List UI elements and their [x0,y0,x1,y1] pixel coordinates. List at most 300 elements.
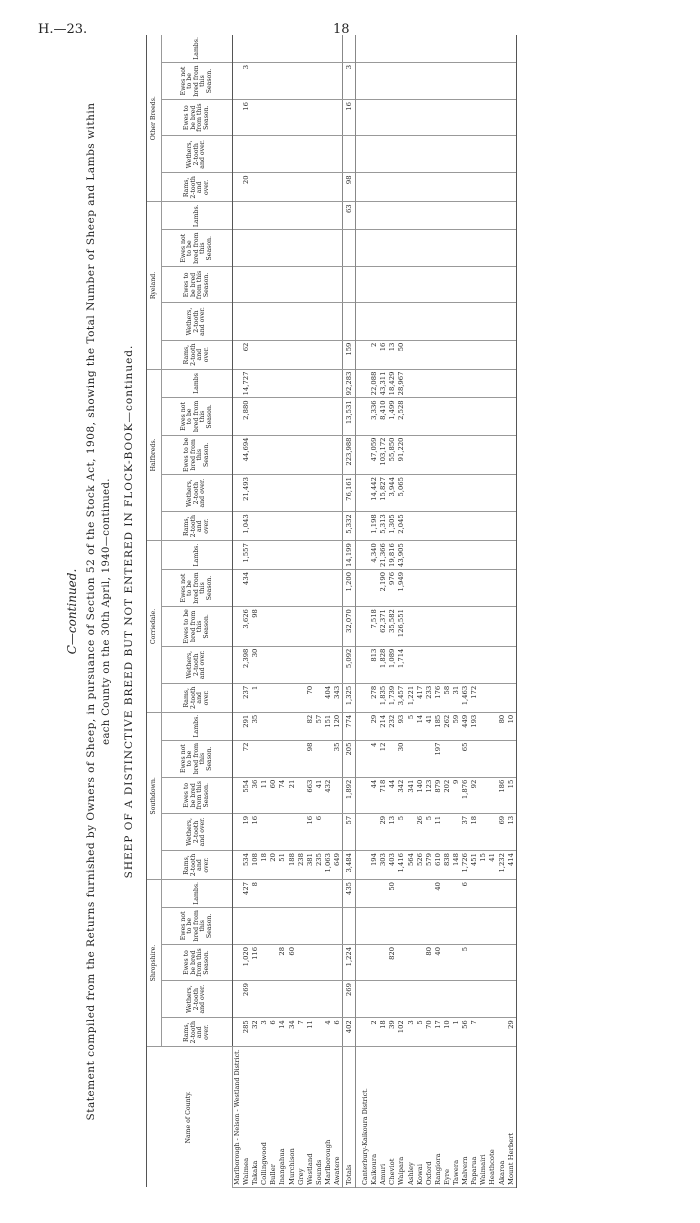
table-cell [443,340,452,369]
table-cell [452,35,461,62]
table-cell [278,435,287,475]
table-cell: 8,410 [379,398,388,435]
empty-cell [361,173,370,202]
group-header: Other Breeds. [147,35,162,202]
table-cell [498,303,507,340]
table-cell [488,1018,497,1047]
county-name: Tawera [452,1047,461,1188]
total-cell: 402 [343,1018,356,1047]
table-cell [407,475,416,512]
table-cell [260,944,269,980]
table-cell [425,369,434,398]
table-cell [507,646,517,683]
table-cell [297,740,306,777]
table-cell: 214 [379,712,388,740]
table-cell [297,607,306,647]
table-cell [306,62,315,99]
table-cell [306,303,315,340]
table-cell: 4,340 [370,541,379,570]
table-cell [479,777,488,813]
empty-cell [233,944,243,980]
table-cell [297,303,306,340]
table-cell: 29 [370,712,379,740]
table-cell [452,512,461,541]
table-cell [324,267,333,303]
table-cell: 72 [242,740,251,777]
county-name: Cheviot [388,1047,397,1188]
table-cell [425,740,434,777]
table-cell [306,981,315,1018]
table-cell [370,202,379,230]
table-cell [251,202,260,230]
table-cell [333,435,343,475]
table-cell [488,944,497,980]
column-header: Wethers, 2-tooth and over. [162,303,233,340]
table-cell [333,136,343,173]
table-cell: 341 [407,777,416,813]
table-cell [306,879,315,907]
table-cell: 93 [398,712,407,740]
total-cell: 3 [343,62,356,99]
table-cell: 1,463 [461,683,470,712]
table-cell: 16 [251,813,260,850]
table-cell [452,646,461,683]
table-cell [388,100,397,136]
table-cell [278,202,287,230]
table-cell [425,879,434,907]
table-cell [461,607,470,647]
table-cell [498,136,507,173]
table-cell: 44 [388,777,397,813]
table-cell [315,646,324,683]
table-cell [479,230,488,267]
table-cell [479,340,488,369]
table-cell [479,607,488,647]
table-cell [416,62,425,99]
county-name: Sounds [315,1047,324,1188]
table-cell: 29 [507,1018,517,1047]
table-cell [407,813,416,850]
table-cell [425,100,434,136]
table-cell: 120 [333,712,343,740]
table-cell [269,879,278,907]
table-cell: 303 [379,851,388,880]
table-cell [479,683,488,712]
table-cell [488,35,497,62]
table-cell: 140 [416,777,425,813]
table-cell [452,136,461,173]
table-cell [461,369,470,398]
table-cell [333,62,343,99]
table-cell: 269 [242,981,251,1018]
table-cell [388,62,397,99]
table-cell [479,369,488,398]
table-cell [488,683,497,712]
table-cell [507,230,517,267]
table-cell: 6 [315,813,324,850]
table-cell [306,475,315,512]
empty-cell [361,512,370,541]
table-cell [470,512,479,541]
table-cell [242,907,251,944]
table-cell [260,569,269,606]
table-cell: 6 [333,1018,343,1047]
table-cell: 185 [434,712,443,740]
table-cell [260,267,269,303]
table-cell [306,541,315,570]
table-cell: 13 [388,340,397,369]
table-cell [452,62,461,99]
table-cell [269,369,278,398]
table-cell [479,173,488,202]
table-cell [461,303,470,340]
table-cell [242,230,251,267]
table-cell [434,173,443,202]
table-cell [251,267,260,303]
table-cell [461,267,470,303]
table-cell: 2,045 [398,512,407,541]
table-cell [260,435,269,475]
table-cell [306,512,315,541]
table-cell [470,303,479,340]
table-cell: 451 [470,851,479,880]
table-cell [443,907,452,944]
table-cell [507,340,517,369]
table-cell [470,35,479,62]
table-cell [297,173,306,202]
table-cell [507,398,517,435]
table-cell: 44,694 [242,435,251,475]
table-cell [488,435,497,475]
table-cell [498,100,507,136]
table-row [452,35,461,1188]
table-cell [407,340,416,369]
empty-cell [361,541,370,570]
table-cell: 1,063 [324,851,333,880]
table-cell [370,100,379,136]
table-cell [324,398,333,435]
table-cell [479,740,488,777]
table-cell [278,646,287,683]
table-cell [407,646,416,683]
table-cell: 2,398 [242,646,251,683]
table-cell [488,230,497,267]
table-cell: 1 [251,683,260,712]
table-cell [242,267,251,303]
table-cell [288,230,297,267]
table-cell [479,267,488,303]
table-cell: 57 [315,712,324,740]
table-cell: 9 [452,777,461,813]
table-cell [324,981,333,1018]
table-cell: 238 [297,851,306,880]
table-cell [251,907,260,944]
table-cell: 123 [425,777,434,813]
table-cell: 80 [425,944,434,980]
table-cell: 126,551 [398,607,407,647]
column-header: Ewes to be bred from this Season. [162,777,233,813]
empty-cell [361,569,370,606]
table-cell [324,340,333,369]
table-cell [324,62,333,99]
column-header: Rams, 2-tooth and over. [162,340,233,369]
table-cell [398,267,407,303]
table-cell [269,607,278,647]
table-row [507,35,517,1188]
table-cell: 31 [452,683,461,712]
county-name: Heathcote [488,1047,497,1188]
table-cell [452,435,461,475]
group-header: Corriedale. [147,541,162,713]
table-cell [324,136,333,173]
table-cell [488,646,497,683]
table-cell [443,230,452,267]
empty-cell [361,777,370,813]
table-cell: 176 [434,683,443,712]
table-cell: 1,876 [461,777,470,813]
table-cell [388,230,397,267]
empty-cell [233,230,243,267]
section-title-row [233,35,243,1188]
table-cell [260,230,269,267]
empty-cell [233,1018,243,1047]
table-cell: 14,727 [242,369,251,398]
table-cell [479,907,488,944]
table-cell [498,230,507,267]
table-cell [488,340,497,369]
table-cell [407,35,416,62]
table-cell [288,398,297,435]
table-cell [333,813,343,850]
table-cell [425,607,434,647]
table-cell [443,981,452,1018]
table-cell: 11 [306,1018,315,1047]
table-cell [407,369,416,398]
table-cell [425,202,434,230]
table-cell: 21 [288,777,297,813]
table-cell: 62 [242,340,251,369]
table-cell [425,475,434,512]
table-cell [416,569,425,606]
table-cell: 237 [242,683,251,712]
table-cell: 820 [388,944,397,980]
table-cell: 28 [278,944,287,980]
table-cell: 1,726 [461,851,470,880]
empty-cell [233,740,243,777]
table-cell [315,1018,324,1047]
table-cell: 4 [370,740,379,777]
table-cell [479,62,488,99]
table-cell [425,907,434,944]
district-title: Marlborough - Nelson - Westland District. [233,1047,243,1188]
table-cell [370,136,379,173]
empty-cell [361,398,370,435]
total-cell: 92,283 [343,369,356,398]
table-cell [498,435,507,475]
table-row [443,35,452,1188]
table-cell [488,202,497,230]
table-cell [324,944,333,980]
table-cell [443,475,452,512]
table-cell: 148 [452,851,461,880]
table-cell [333,646,343,683]
table-cell [278,62,287,99]
table-cell [452,173,461,202]
table-cell: 526 [416,851,425,880]
table-cell: 44 [370,777,379,813]
table-row [479,35,488,1188]
total-cell: 774 [343,712,356,740]
table-cell [242,202,251,230]
table-cell [479,475,488,512]
table-cell [498,607,507,647]
table-cell: 381 [306,851,315,880]
table-cell: 262 [443,712,452,740]
table-cell: 15,827 [379,475,388,512]
table-cell [269,202,278,230]
table-cell: 102 [398,1018,407,1047]
table-cell [452,607,461,647]
table-cell [333,202,343,230]
table-cell [425,303,434,340]
table-row [388,35,397,1188]
table-cell [315,202,324,230]
table-cell [498,944,507,980]
table-cell: 43,905 [398,541,407,570]
table-cell [315,683,324,712]
table-cell: 22,088 [370,369,379,398]
table-cell [416,230,425,267]
table-cell [278,712,287,740]
table-cell: 30 [398,740,407,777]
table-cell [443,435,452,475]
total-cell: 63 [343,202,356,230]
empty-cell [361,35,370,62]
table-row [416,35,425,1188]
empty-cell [361,813,370,850]
table-cell [288,173,297,202]
group-header: Shropshire. [147,879,162,1046]
empty-cell [361,100,370,136]
table-cell [333,777,343,813]
table-cell [416,35,425,62]
table-cell [416,100,425,136]
table-cell [407,202,416,230]
table-cell: 47,059 [370,435,379,475]
table-cell [452,340,461,369]
table-cell [407,569,416,606]
empty-cell [233,202,243,230]
table-cell [425,569,434,606]
table-cell [278,303,287,340]
table-cell [269,712,278,740]
table-cell: 879 [434,777,443,813]
table-row [288,35,297,1188]
table-cell [315,303,324,340]
table-cell [434,646,443,683]
table-cell [461,340,470,369]
table-cell [251,303,260,340]
table-cell [370,62,379,99]
table-cell [315,267,324,303]
table-cell [398,981,407,1018]
total-cell: 435 [343,879,356,907]
table-cell [251,435,260,475]
table-cell [315,541,324,570]
county-name: Collingwood [260,1047,269,1188]
table-cell [443,202,452,230]
table-cell [297,35,306,62]
table-cell [278,683,287,712]
table-cell [315,435,324,475]
table-cell [288,879,297,907]
table-cell [297,777,306,813]
column-header: Ewes not to be bred from this Season. [162,740,233,777]
table-row [260,35,269,1188]
table-cell [297,569,306,606]
table-cell [333,369,343,398]
table-cell [315,398,324,435]
table-cell [315,369,324,398]
table-cell [488,398,497,435]
table-cell [425,435,434,475]
table-cell: 34 [288,1018,297,1047]
table-cell [297,512,306,541]
table-cell: 17 [434,1018,443,1047]
table-cell [288,340,297,369]
table-row [488,35,497,1188]
table-cell [388,136,397,173]
table-cell [260,607,269,647]
table-cell [288,569,297,606]
empty-cell [233,100,243,136]
table-cell [452,100,461,136]
total-cell [343,907,356,944]
table-cell [324,607,333,647]
table-cell: 976 [388,569,397,606]
table-cell [461,62,470,99]
table-cell [443,173,452,202]
table-cell [333,879,343,907]
table-cell: 1,198 [370,512,379,541]
table-cell [388,267,397,303]
table-cell [324,813,333,850]
table-cell [488,740,497,777]
table-row [398,35,407,1188]
table-cell [297,813,306,850]
table-cell [315,230,324,267]
table-cell [324,369,333,398]
statement-title-line2: each County on the 30th April, 1940—continued. [101,478,112,745]
table-cell [297,202,306,230]
county-name: Ashley [407,1047,416,1188]
table-cell [407,541,416,570]
table-cell [507,136,517,173]
table-cell: 35,582 [388,607,397,647]
table-cell [260,646,269,683]
table-cell: 5 [416,1018,425,1047]
table-cell [407,512,416,541]
table-cell [470,646,479,683]
table-cell [306,35,315,62]
total-cell: 1,325 [343,683,356,712]
table-cell [333,541,343,570]
table-cell [461,100,470,136]
table-cell [306,202,315,230]
county-name: Buller [269,1047,278,1188]
table-cell: 16 [242,100,251,136]
table-cell: 6 [461,879,470,907]
